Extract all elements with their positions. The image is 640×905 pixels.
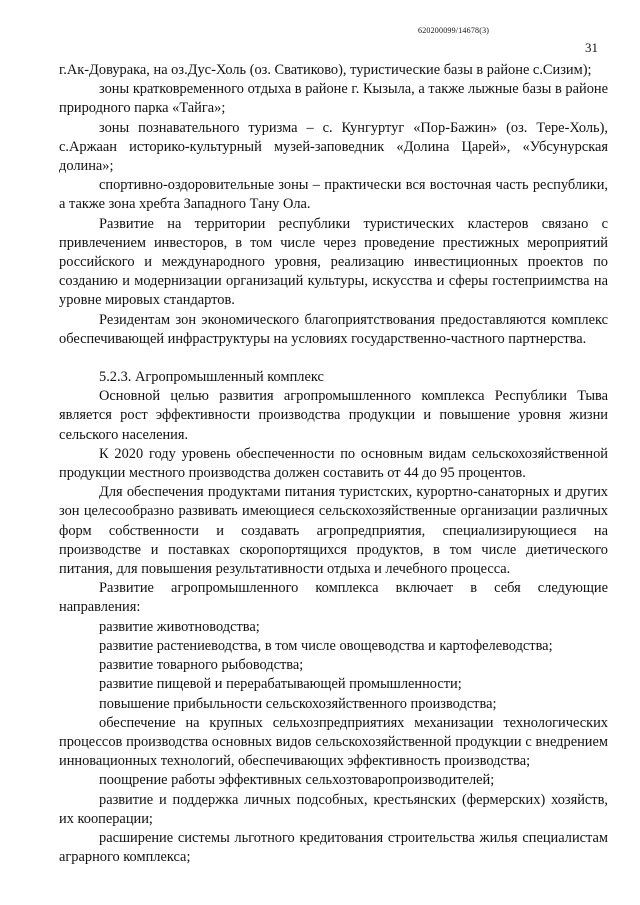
section-heading: 5.2.3. Агропромышленный комплекс [99,369,324,386]
list-item: обеспечение на крупных сельхозпредприятиях механизации технологических процессов производства основных видов сельскохозяйственной продукции с внедрением инновационных технологий, обеспечивающих эффективность производства; [59,714,608,770]
paragraph: К 2020 году уровень обеспеченности по основным видам сельскохозяйственной продукции местного производства должен составить от 44 до 95 процентов. [59,445,608,482]
list-item: развитие товарного рыбоводства; [99,657,304,674]
paragraph-continuation: г.Ак-Довурака, на оз.Дус-Холь (оз. Сватиково), туристические базы в районе с.Сизим); [59,62,592,78]
page-number: 31 [585,40,598,55]
paragraph: зоны познавательного туризма – с. Кунгуртуг «Пор-Бажин» (оз. Тере-Холь), с.Аржаан историко-культурный музей-заповедник «Долина Царей», «Убсунурская долина»; [59,119,608,175]
document-body [59,61,608,867]
paragraph: Основной целью развития агропромышленного комплекса Республики Тыва является рост эффективности производства продукции и повышение уровня жизни сельского населения. [59,388,608,443]
paragraph: Резидентам зон экономического благоприятствования предоставляются комплекс обеспечивающей инфраструктуры на условиях государственно-частного партнерства. [59,311,608,347]
list-item: развитие животноводства; [99,618,260,635]
paragraph: спортивно-оздоровительные зоны – практически вся восточная часть республики, а также зона хребта Западного Тану Ола. [59,177,608,213]
paragraph: Для обеспечения продуктами питания туристских, курортно-санаторных и других зон целесообразно развивать имеющиеся сельскохозяйственные организации различных форм собственности и создавать агропредприятия, специализирующиеся на производстве и поставках скоропортящихся продуктов, в том числе диетического питания, для повышения результативности отдыха и лечебного процесса. [59,484,608,578]
list-item: развитие растениеводства, в том числе овощеводства и картофелеводства; [99,637,553,654]
document-number: 620200099/14678(3) [418,26,490,35]
paragraph: Развитие агропромышленного комплекса включает в себя следующие направления: [59,580,608,616]
list-item: расширение системы льготного кредитования строительства жилья специалистам аграрного комплекса; [59,829,608,866]
list-item: развитие пищевой и перерабатывающей промышленности; [99,676,462,693]
paragraph: Развитие на территории республики туристических кластеров связано с привлечением инвесторов, в том числе через проведение престижных мероприятий российского и международного уровня, реализацию инвестиционных проектов по созданию и модернизации организаций культуры, искусства и сферы гостеприимства на уровне мировых стандартов. [59,215,608,309]
list-item: повышение прибыльности сельскохозяйственного производства; [99,695,497,712]
list-item: поощрение работы эффективных сельхозтоваропроизводителей; [99,772,495,789]
list-item: развитие и поддержка личных подсобных, крестьянских (фермерских) хозяйств, их кооперации; [59,791,608,827]
paragraph: зоны кратковременного отдыха в районе г. Кызыла, а также лыжные базы в районе природного парка «Тайга»; [59,81,608,117]
